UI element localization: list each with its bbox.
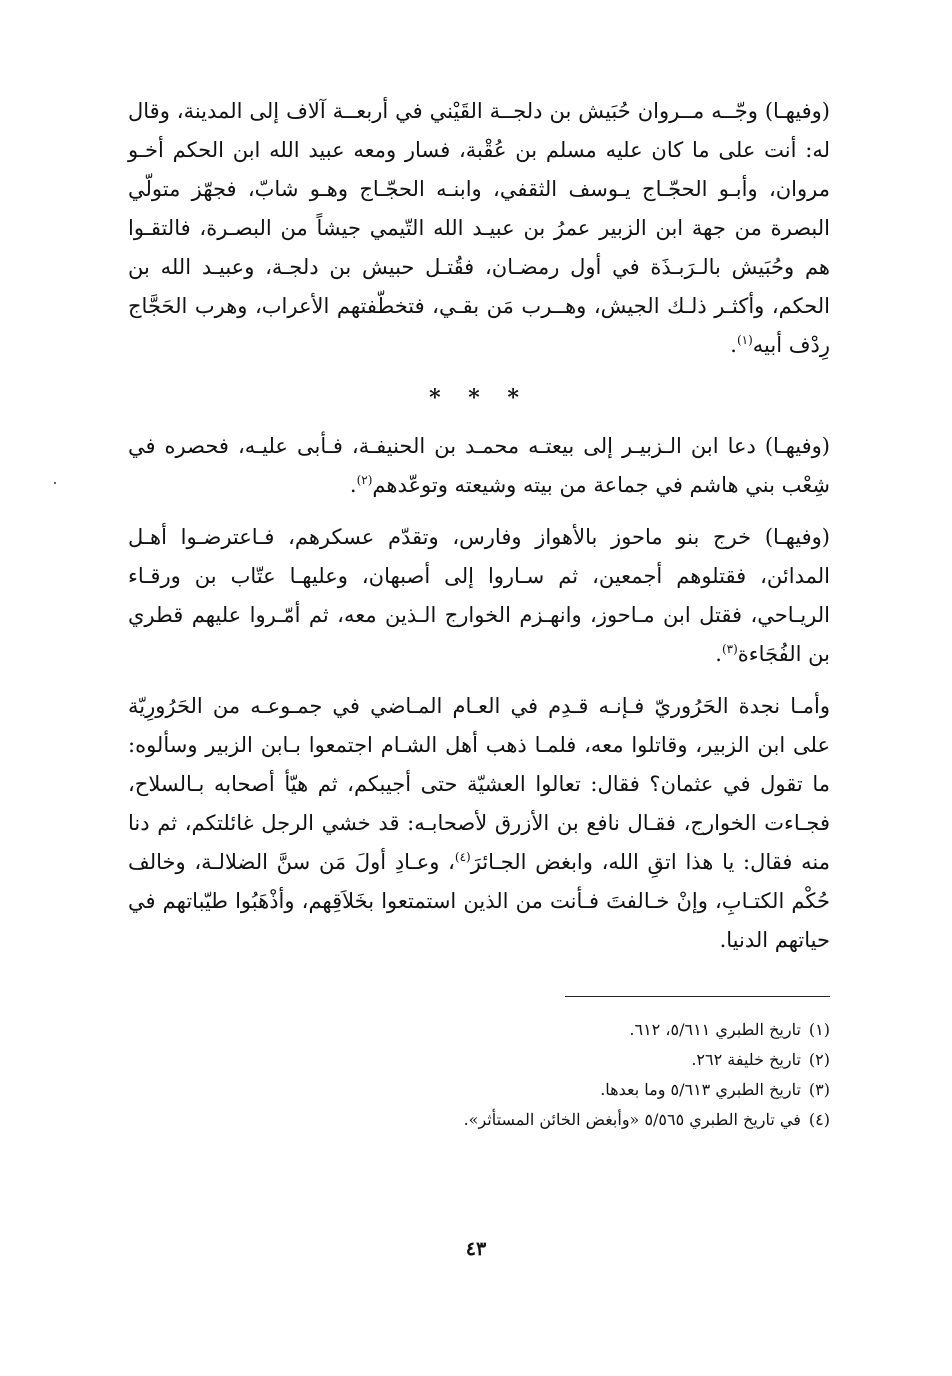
section-separator xyxy=(128,385,830,411)
footnote-2-number: (٢) xyxy=(808,1050,830,1069)
paragraph-4 xyxy=(128,687,830,960)
paragraph-2-text: (وفيهـا) دعا ابن الـزبيـر إلى بيعتـه محمـد بن الحنيفـة، فـأبى عليـه، فحصره في شِعْب بني هاشم في جماعة من بيته وشيعته وتوعّدهم xyxy=(128,434,830,497)
paragraph-4-tail: ، وعـادِ أولَ مَن سنَّ الضلالـة، وخالف حُكْم الكتـابِ، وإنْ خـالفتَ فـأنت من الذين استمتعوا بخَلاَقِهم، وأذْهَبُوا طيّباتهم في حياتهم الدنيا. xyxy=(128,850,830,952)
footnote-1-text: تاريخ الطبري ٥/٦١١، ٦١٢. xyxy=(629,1020,801,1039)
paragraph-1-text: (وفيهـا) وجّــه مــروان حُبَيش بن دلجــة القَيْني في أربعــة آلاف إلى المدينة، وقال له: أنت على ما كان عليه مسلم بن عُقْبة، فسار ومعه عبيد الله ابن الحكم أخـو مروان، وأبـو الحجّـاج يـوسف الثقفي، وابنـه الحجّـاج وهـو شابّ، فجهّز متولّي البصرة من جهة ابن الزبير عمرُ بن عبيـد الله التّيمي جيشاً من البصـرة، فالتقـوا هم وحُبَيش بالـرَبـذَة في أول رمضـان، فقُتـل حبيش بن دلجـة، وعبيـد الله بن الحكم، وأكثـر ذلـك الجيش، وهــرب مَن بقـي، فتخطّفتهم الأعراب، وهرب الحَجَّاج رِدْف أبيه xyxy=(128,99,830,357)
paragraph-1-tail: . xyxy=(730,333,737,357)
paragraph-1 xyxy=(128,92,830,365)
footnote-4 xyxy=(128,1105,830,1135)
paragraph-3-text: (وفيهـا) خرج بنو ماحوز بالأهواز وفارس، وتقدّم عسكرهم، فـاعترضـوا أهـل المدائن، فقتلوهم أجمعين، ثم سـاروا إلى أصبهان، وعليهـا عتّاب بن ورقـاء الريـاحي، فقتل ابن مـاحوز، وانهـزم الخوارج الـذين معه، ثم أمّـروا عليهم قطري بن الفُجَاءة xyxy=(128,525,830,666)
page-speck xyxy=(54,482,56,484)
paragraph-4-text: وأمـا نجدة الحَرُوريّ فـإنـه قـدِم في العـام المـاضي في جمـوعـه من الحَرُورِيّة على ابن الزبير، وقاتلوا معه، فلمـا ذهب أهل الشـام اجتمعوا بـابن الزبير وسألوه: ما تقول في عثمان؟ فقال: تعالوا العشيّة حتى أجيبكم، ثم هيّأ أصحابه بـالسلاح، فجـاءت الخوارج، فقـال نافع بن الأزرق لأصحابـه: قد خشي الرجل غائلتكم، ثم دنا منه فقال: يا هذا اتقِ الله، وابغض الجـائرَ xyxy=(128,694,830,874)
paragraph-3 xyxy=(128,518,830,674)
footnote-1 xyxy=(128,1015,830,1045)
footnote-2 xyxy=(128,1045,830,1075)
footnote-mark-1: (١) xyxy=(736,333,753,347)
footnotes xyxy=(128,1015,830,1135)
book-page xyxy=(128,92,830,1312)
paragraph-2 xyxy=(128,427,830,505)
separator-stars: * * * xyxy=(429,385,529,411)
footnote-3-text: تاريخ الطبري ٥/٦١٣ وما بعدها. xyxy=(600,1080,801,1099)
footnote-mark-2: (٢) xyxy=(356,473,373,487)
footnote-1-number: (١) xyxy=(808,1020,830,1039)
paragraph-3-tail: . xyxy=(715,642,722,666)
page-number: ٤٣ xyxy=(465,1238,487,1260)
paragraph-2-tail: . xyxy=(349,473,357,497)
footnote-2-text: تاريخ خليفة ٢٦٢. xyxy=(691,1050,801,1069)
footnote-divider xyxy=(565,996,830,997)
footnote-4-text: في تاريخ الطبري ٥/٥٦٥ «وأبغض الخائن المستأثر». xyxy=(463,1110,801,1129)
footnote-mark-3: (٣) xyxy=(721,642,738,656)
footnote-3-number: (٣) xyxy=(808,1080,830,1099)
footnote-mark-4: (٤) xyxy=(454,850,471,864)
footnote-4-number: (٤) xyxy=(808,1110,830,1129)
footnote-3 xyxy=(128,1075,830,1105)
